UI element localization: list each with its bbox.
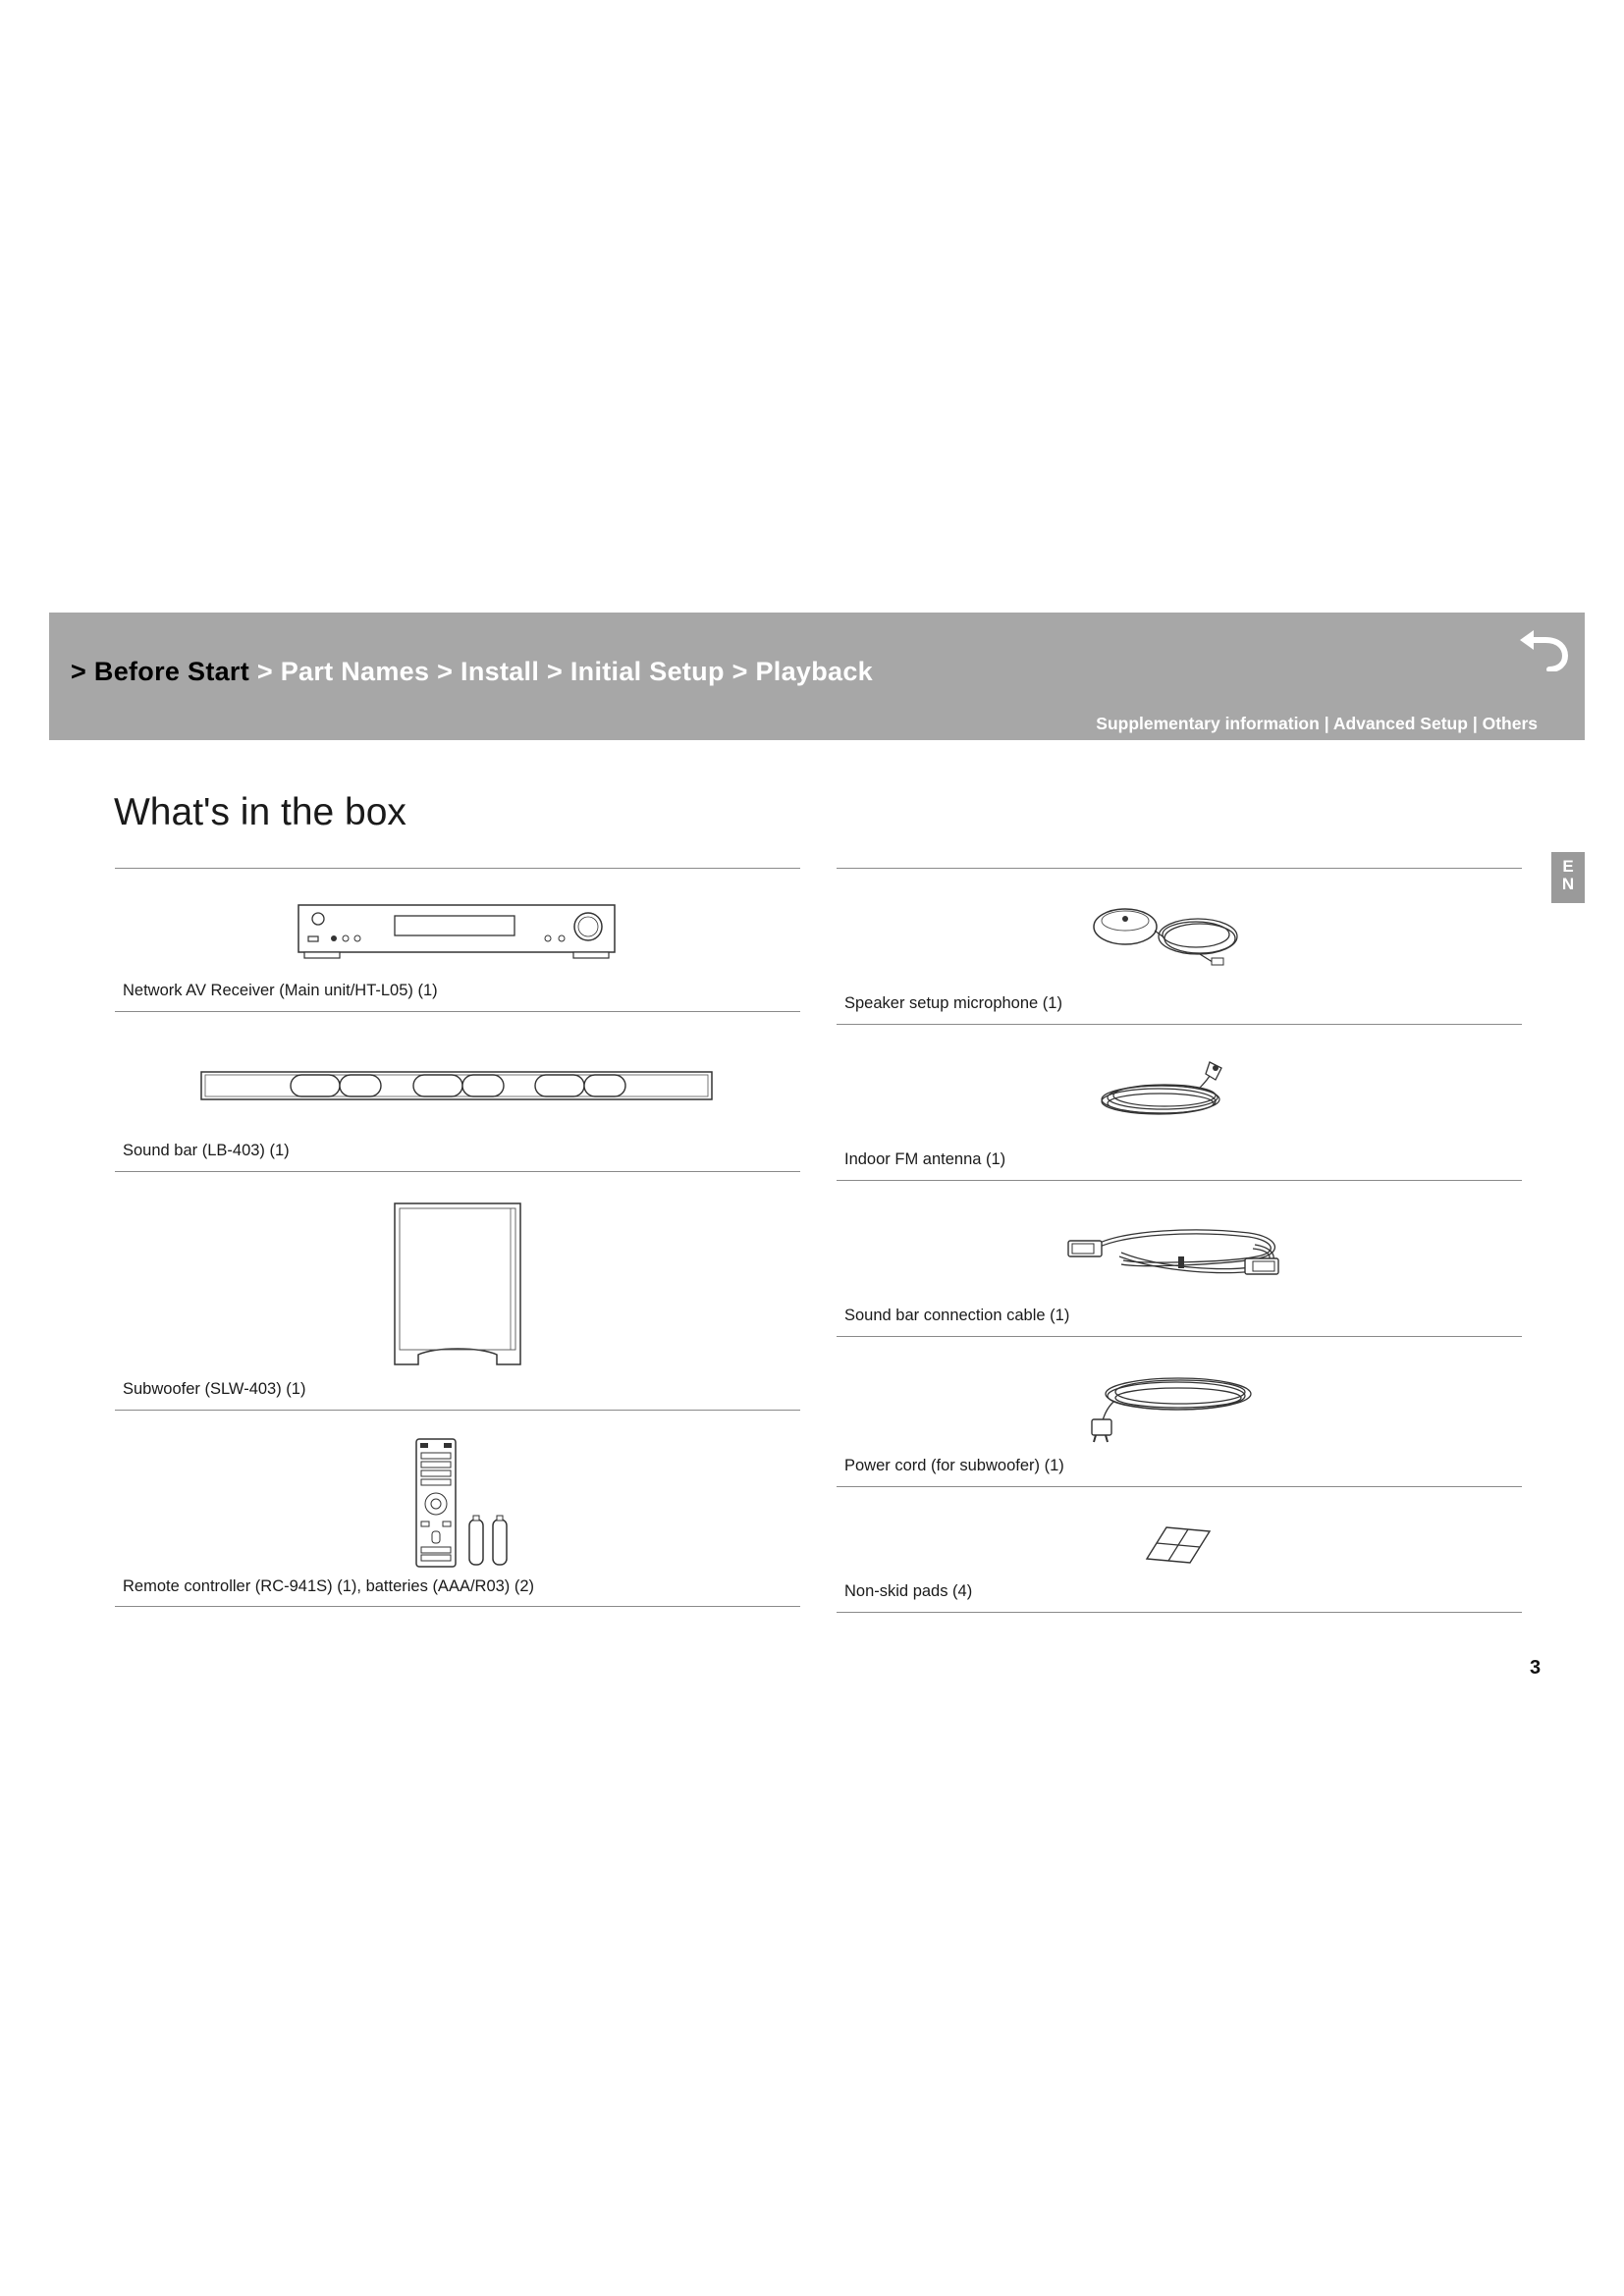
- connection-cable-illustration: [1062, 1219, 1298, 1288]
- item-caption-fm-antenna: Indoor FM antenna (1): [844, 1150, 1006, 1168]
- non-skid-pads-illustration: [1143, 1523, 1214, 1565]
- breadcrumb-separator: >: [731, 657, 748, 686]
- receiver-illustration: [295, 903, 619, 962]
- item-caption-subwoofer: Subwoofer (SLW-403) (1): [123, 1380, 306, 1398]
- language-tab-line2: N: [1561, 875, 1575, 893]
- nav-install[interactable]: Install: [460, 657, 540, 686]
- item-caption-sound-bar: Sound bar (LB-403) (1): [123, 1142, 290, 1159]
- item-caption-microphone: Speaker setup microphone (1): [844, 994, 1062, 1012]
- divider-line: [115, 1011, 800, 1012]
- divider-line: [837, 1486, 1522, 1487]
- subwoofer-illustration: [391, 1200, 524, 1366]
- item-caption-connection-cable: Sound bar connection cable (1): [844, 1307, 1070, 1324]
- item-caption-power-cord: Power cord (for subwoofer) (1): [844, 1457, 1064, 1474]
- divider-line: [115, 868, 800, 869]
- divider-line: [115, 1410, 800, 1411]
- breadcrumb-lead: >: [71, 657, 87, 686]
- nav-before-start[interactable]: Before Start: [93, 657, 250, 686]
- item-caption-non-skid-pads: Non-skid pads (4): [844, 1582, 973, 1600]
- breadcrumb-separator: >: [256, 657, 273, 686]
- power-cord-illustration: [1080, 1366, 1259, 1443]
- divider-line: [837, 868, 1522, 869]
- page-title: What's in the box: [114, 791, 406, 834]
- language-tab[interactable]: [1551, 852, 1585, 903]
- divider-line: [115, 1171, 800, 1172]
- breadcrumb: [71, 657, 873, 687]
- divider-line: [837, 1024, 1522, 1025]
- nav-initial-setup[interactable]: Initial Setup: [569, 657, 725, 686]
- nav-supplementary-information[interactable]: Supplementary information: [1096, 714, 1320, 733]
- microphone-illustration: [1090, 901, 1247, 970]
- fm-antenna-illustration: [1092, 1058, 1269, 1127]
- remote-and-batteries-illustration: [412, 1437, 525, 1570]
- nav-advanced-setup[interactable]: Advanced Setup: [1332, 714, 1468, 733]
- back-arrow-icon[interactable]: [1516, 628, 1571, 671]
- header-banner: [49, 613, 1585, 740]
- item-caption-remote: Remote controller (RC-941S) (1), batteries (AAA/R03) (2): [123, 1577, 535, 1595]
- divider-line: [837, 1612, 1522, 1613]
- sound-bar-illustration: [199, 1068, 715, 1103]
- page-number: 3: [1530, 1657, 1542, 1679]
- breadcrumb-separator: >: [437, 657, 454, 686]
- divider-line: [115, 1606, 800, 1607]
- nav-others[interactable]: Others: [1482, 714, 1538, 733]
- breadcrumb-separator: >: [546, 657, 564, 686]
- language-tab-line1: E: [1562, 857, 1574, 876]
- secondary-nav: [1096, 714, 1538, 734]
- divider-line: [837, 1336, 1522, 1337]
- divider-line: [837, 1180, 1522, 1181]
- subnav-divider: |: [1472, 714, 1478, 733]
- item-caption-receiver: Network AV Receiver (Main unit/HT-L05) (1): [123, 982, 438, 999]
- subnav-divider: |: [1324, 714, 1329, 733]
- nav-playback[interactable]: Playback: [755, 657, 873, 686]
- nav-part-names[interactable]: Part Names: [280, 657, 430, 686]
